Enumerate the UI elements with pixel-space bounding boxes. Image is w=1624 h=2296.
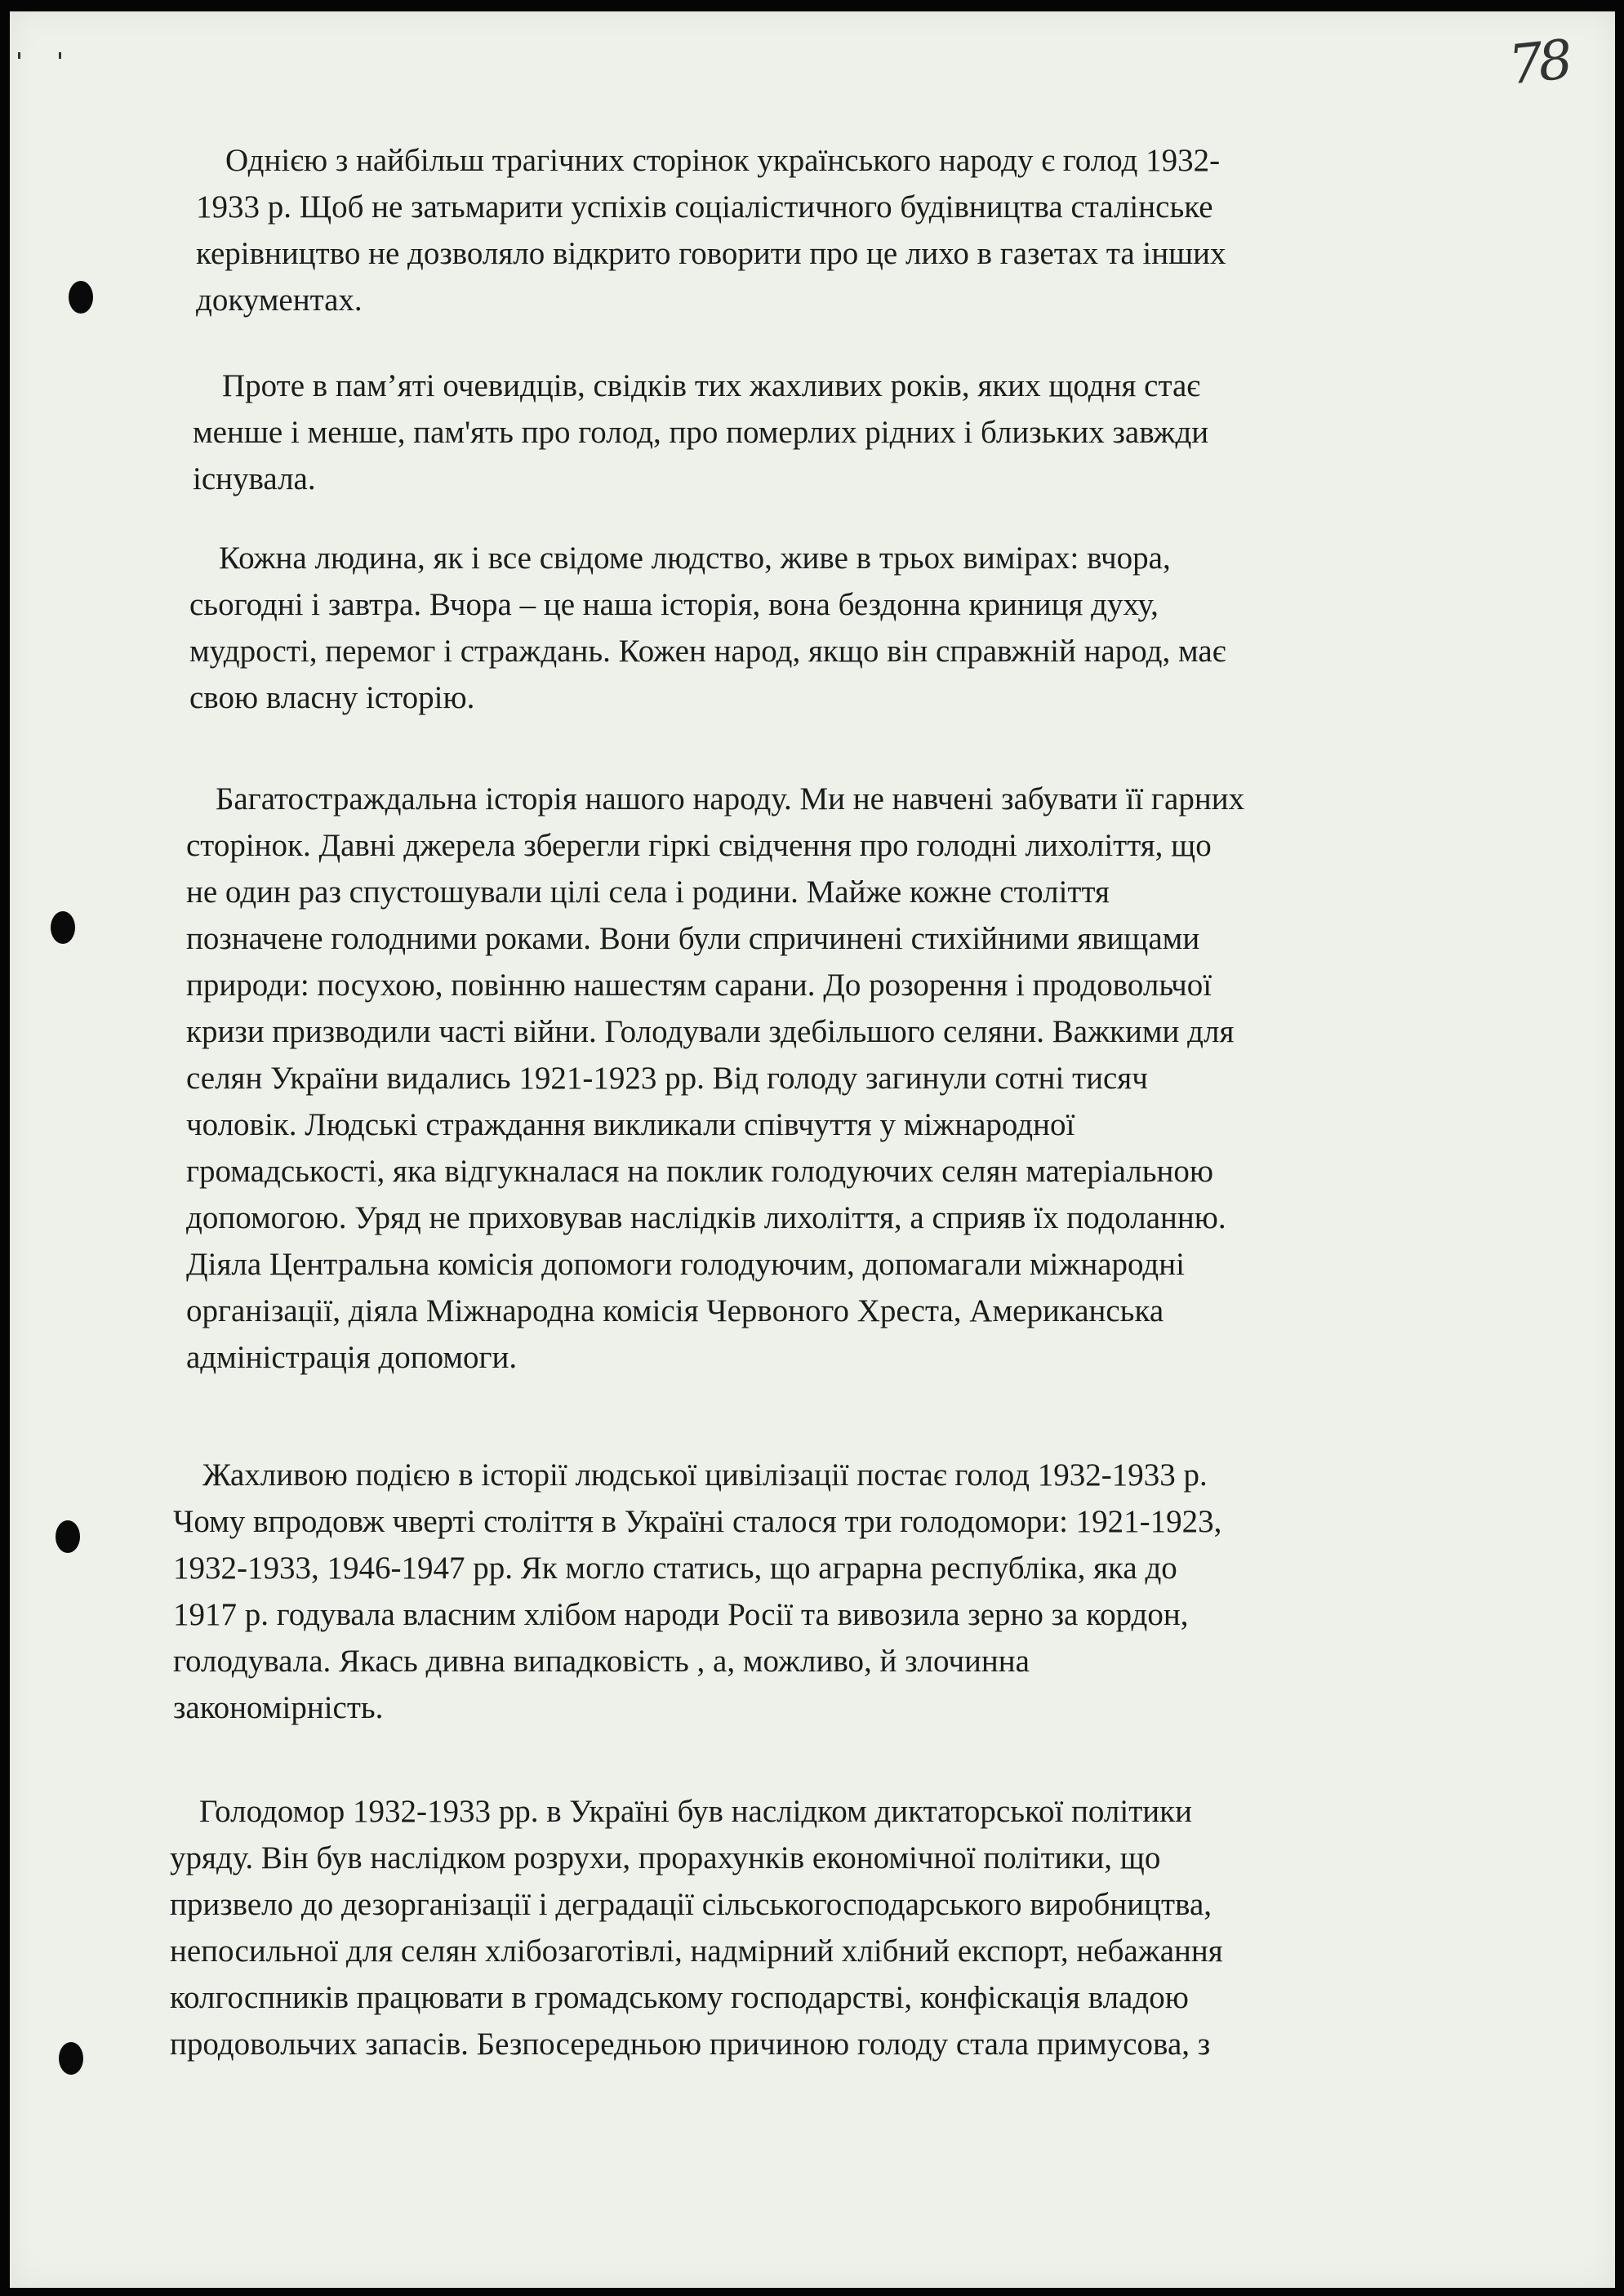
text-line: 1932-1933, 1946-1947 рр. Як могло статись, що аграрна республіка, яка до	[173, 1551, 1177, 1586]
text-line: голодувала. Якась дивна випадковість , а, можливо, й злочинна	[173, 1644, 1030, 1679]
paragraph-3	[189, 535, 1226, 721]
text-line: уряду. Він був наслідком розрухи, прорахунків економічної політики, що	[170, 1840, 1161, 1876]
text-line: Багатостраждальна історія нашого народу. Ми не навчені забувати її гарних	[216, 781, 1245, 817]
text-line: Кожна людина, як і все свідоме людство, живе в трьох вимірах: вчора,	[219, 541, 1171, 576]
text-line: Чому впродовж чверті століття в Україні сталося три голодомори: 1921-1923,	[173, 1504, 1222, 1539]
text-line: адміністрація допомоги.	[186, 1340, 518, 1375]
text-line: природи: посухою, повінню нашестям сарани. До розорення і продовольчої	[186, 968, 1212, 1003]
text-line: не один раз спустошували цілі села і родини. Майже кожне століття	[186, 874, 1110, 910]
text-line: 1917 р. годувала власним хлібом народи Росії та вивозила зерно за кордон,	[173, 1597, 1189, 1632]
text-line: 1933 р. Щоб не затьмарити успіхів соціалістичного будівництва сталінське	[196, 189, 1213, 225]
text-line: мудрості, перемог і страждань. Кожен народ, якщо він справжній народ, має	[189, 634, 1226, 669]
paragraph-6	[170, 1788, 1223, 2067]
text-line: колгоспників працювати в громадському господарстві, конфіскація владою	[170, 1980, 1189, 2015]
text-line: Діяла Центральна комісія допомоги голодуючим, допомагали міжнародні	[186, 1247, 1185, 1282]
text-line: закономірність.	[173, 1690, 384, 1725]
text-line: непосильної для селян хлібозаготівлі, надмірний хлібний експорт, небажання	[170, 1933, 1223, 1969]
text-line: менше і менше, пам'ять про голод, про померлих рідних і близьких завжди	[193, 415, 1209, 450]
paragraph-2	[193, 363, 1208, 502]
text-line: Голодомор 1932-1933 рр. в Україні був наслідком диктаторської політики	[199, 1794, 1192, 1829]
paragraph-4	[186, 776, 1244, 1381]
text-line: продовольчих запасів. Безпосередньою причиною голоду стала примусова, з	[170, 2027, 1211, 2062]
text-line: організації, діяла Міжнародна комісія Червоного Хреста, Американська	[186, 1293, 1164, 1328]
text-line: селян України видались 1921-1923 рр. Від голоду загинули сотні тисяч	[186, 1061, 1148, 1096]
text-line: громадськості, яка відгукналася на поклик голодуючих селян матеріальною	[186, 1154, 1214, 1189]
text-line: сторінок. Давні джерела зберегли гіркі свідчення про голодні лихоліття, що	[186, 828, 1212, 863]
text-line: допомогою. Уряд не приховував наслідків лихоліття, а сприяв їх подоланню.	[186, 1200, 1226, 1235]
text-line: документах.	[196, 283, 363, 318]
text-line: керівництво не дозволяло відкрито говорити про це лихо в газетах та інших	[196, 236, 1226, 271]
text-line: Жахливою подією в історії людської цивілізації постає голод 1932-1933 р.	[202, 1457, 1208, 1493]
text-line: кризи призводили часті війни. Голодували здебільшого селяни. Важкими для	[186, 1014, 1235, 1049]
text-line: свою власну історію.	[189, 680, 475, 715]
text-line: Проте в пам’яті очевидців, свідків тих жахливих років, яких щодня стає	[222, 368, 1201, 403]
paragraph-5	[173, 1452, 1221, 1731]
text-line: існувала.	[193, 461, 316, 496]
paragraph-1	[196, 137, 1226, 323]
page-number: 78	[1506, 28, 1571, 97]
text-line: призвело до дезорганізації і деградації сільськогосподарського виробництва,	[170, 1887, 1212, 1922]
text-line: Однією з найбільш трагічних сторінок українського народу є голод 1932-	[225, 143, 1221, 178]
text-line: сьогодні і завтра. Вчора – це наша історія, вона бездонна криниця духу,	[189, 587, 1159, 622]
text-line: позначене голодними роками. Вони були спричинені стихійними явищами	[186, 921, 1200, 956]
text-line: чоловік. Людські страждання викликали співчуття у міжнародної	[186, 1107, 1075, 1142]
